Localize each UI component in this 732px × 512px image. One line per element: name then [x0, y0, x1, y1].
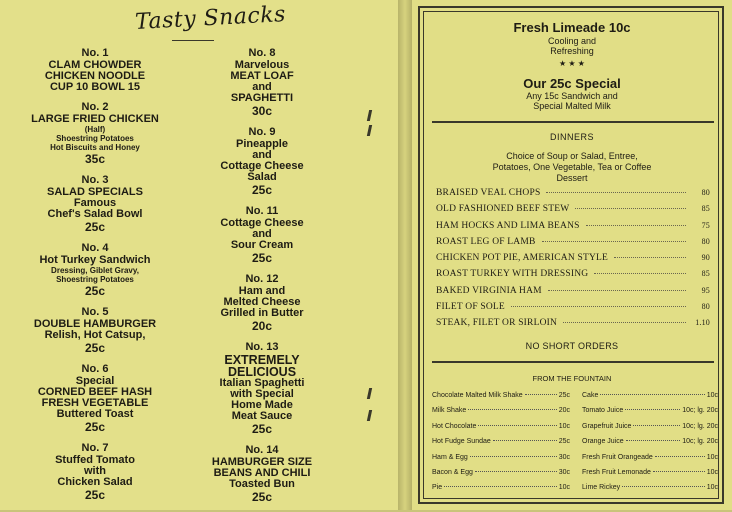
fountain-item-name: Hot Chocolate: [432, 422, 477, 430]
dinner-name: BAKED VIRGINIA HAM: [436, 285, 542, 296]
item-price: 25c: [251, 422, 273, 436]
special-title: Our 25c Special: [523, 76, 621, 91]
dot-leader: [468, 409, 556, 410]
margin-mark: [367, 110, 372, 121]
item-number: No. 9: [248, 126, 276, 138]
fountain-row: [432, 454, 570, 469]
dinner-name: BRAISED VEAL CHOPS: [436, 188, 541, 198]
dinner-price: 80: [701, 302, 710, 312]
dot-leader: [563, 322, 686, 323]
dot-leader: [633, 425, 680, 426]
fountain-row: [432, 392, 570, 407]
item-description: Home Made: [231, 399, 293, 411]
dot-leader: [653, 471, 705, 472]
dinners-list: [436, 188, 710, 335]
limeade-line: Refreshing: [550, 46, 594, 56]
item-price: 25c: [251, 251, 273, 265]
fountain-item-name: Pie: [432, 484, 443, 492]
menu-column-2: [206, 47, 318, 512]
divider: [432, 121, 714, 123]
item-description: Grilled in Butter: [220, 307, 304, 319]
dinner-row: [436, 188, 710, 204]
fountain-row: [432, 469, 570, 484]
item-description: Italian Spaghetti: [219, 377, 305, 389]
item-price: 30c: [251, 104, 273, 118]
item-description: with: [84, 465, 106, 477]
dot-leader: [444, 486, 557, 487]
item-description: SPAGHETTI: [230, 92, 294, 104]
fountain-row: [582, 469, 718, 484]
dot-leader: [614, 257, 686, 258]
item-description: Relish, Hot Catsup,: [44, 329, 146, 341]
fountain-row: [582, 392, 718, 407]
item-price: 25c: [84, 488, 106, 502]
item-description: Ham and: [238, 285, 286, 297]
item-number: No. 11: [245, 205, 279, 217]
menu-item: [20, 47, 170, 93]
fountain-item-price: 30c: [558, 468, 570, 476]
item-description: Hot Biscuits and Honey: [50, 143, 140, 152]
menu-item: [206, 47, 318, 118]
menu-item: [206, 444, 318, 504]
fountain-row: [582, 454, 718, 469]
dinner-row: [436, 269, 710, 285]
dinner-price: 90: [701, 253, 710, 263]
dinner-name: FILET OF SOLE: [436, 302, 505, 313]
dinner-price: 85: [701, 269, 710, 279]
menu-item: [20, 363, 170, 434]
dinner-name: OLD FASHIONED BEEF STEW: [436, 204, 570, 215]
item-description: CHICKEN NOODLE: [44, 70, 146, 82]
item-description: (Half): [84, 125, 106, 134]
dot-leader: [626, 440, 681, 441]
item-description: Special: [75, 375, 115, 387]
item-price: 25c: [251, 490, 273, 504]
dinners-description: Potatoes, One Vegetable, Tea or Coffee: [492, 162, 652, 172]
item-number: No. 8: [248, 47, 276, 59]
dot-leader: [586, 225, 686, 226]
dot-leader: [622, 486, 705, 487]
fountain-item-name: Cake: [582, 392, 599, 399]
fountain-list-left: [432, 392, 570, 500]
item-description: Hot Turkey Sandwich: [39, 254, 151, 266]
dinner-price: 80: [701, 236, 710, 246]
dinner-price: 1.10: [695, 318, 710, 328]
item-description: MEAT LOAF: [230, 70, 294, 82]
item-description: HAMBURGER SIZE: [211, 456, 313, 468]
item-description: EXTREMELY: [224, 353, 300, 367]
fountain-item-name: Orange Juice: [582, 438, 624, 446]
dinners-description: Choice of Soup or Salad, Entree,: [506, 151, 638, 161]
item-number: No. 6: [81, 363, 109, 375]
fountain-item-price: 25c: [558, 392, 570, 399]
margin-mark: [367, 410, 372, 421]
dot-leader: [594, 273, 686, 274]
dot-leader: [511, 306, 686, 307]
item-description: Famous: [73, 197, 117, 209]
page-title: Tasty Snacks: [134, 2, 287, 35]
fountain-item-name: Lime Rickey: [582, 484, 621, 492]
fountain-item-name: Ham & Egg: [432, 453, 468, 461]
fountain-row: [582, 484, 718, 499]
item-number: No. 5: [81, 306, 109, 318]
item-description: Sour Cream: [230, 239, 294, 251]
item-description: DOUBLE HAMBURGER: [33, 318, 157, 330]
limeade-title: Fresh Limeade 10c: [513, 20, 631, 35]
fountain-item-price: 10c: [706, 453, 718, 461]
dot-leader: [475, 471, 557, 472]
dinners-description: Dessert: [556, 173, 588, 183]
dinner-price: 80: [701, 188, 710, 197]
special-line: Any 15c Sandwich and: [526, 91, 618, 101]
item-description: Cottage Cheese: [220, 217, 304, 229]
menu-item: [206, 205, 318, 265]
dot-leader: [525, 394, 557, 395]
menu-item: [206, 126, 318, 197]
fountain-item-price: 10c: [706, 468, 718, 476]
item-description: Salad: [247, 171, 277, 183]
star-divider: ★ ★ ★: [559, 59, 585, 68]
menu-item: [20, 242, 170, 298]
item-description: DELICIOUS: [227, 365, 297, 379]
dinner-row: [436, 204, 710, 220]
dinner-price: 85: [701, 204, 710, 214]
dot-leader: [575, 208, 686, 209]
item-description: CORNED BEEF HASH: [37, 386, 153, 398]
item-description: CUP 10 BOWL 15: [49, 81, 141, 93]
dot-leader: [478, 425, 556, 426]
item-number: No. 13: [245, 341, 279, 353]
fountain-list-right: [582, 392, 718, 500]
item-description: and: [252, 228, 272, 240]
menu-item: [206, 273, 318, 333]
fountain-item-price: 10c: [706, 484, 718, 492]
fountain-item-price: 30c: [558, 453, 570, 461]
item-price: 20c: [251, 319, 273, 333]
item-description: Shoestring Potatoes: [56, 275, 134, 284]
item-number: No. 7: [81, 442, 109, 454]
title-underline: [172, 40, 214, 41]
fountain-item-name: Tomato Juice: [582, 407, 624, 415]
fountain-item-name: Bacon & Egg: [432, 468, 473, 476]
item-price: 25c: [251, 183, 273, 197]
item-description: Cottage Cheese: [220, 160, 304, 172]
fountain-row: [432, 484, 570, 499]
item-description: Toasted Bun: [229, 478, 295, 490]
dinner-row: [436, 221, 710, 237]
menu-item: [20, 101, 170, 166]
item-description: BEANS AND CHILI: [213, 467, 311, 479]
dinner-name: CHICKEN POT PIE, AMERICAN STYLE: [436, 253, 609, 264]
item-price: 25c: [84, 341, 106, 355]
dinners-heading: DINNERS: [549, 132, 594, 142]
divider: [432, 361, 714, 363]
dot-leader: [493, 440, 557, 441]
item-description: Marvelous: [234, 59, 290, 71]
dot-leader: [600, 394, 704, 395]
fountain-row: [582, 423, 718, 438]
fountain-item-price: 25c: [558, 438, 570, 446]
fountain-heading: FROM THE FOUNTAIN: [532, 374, 612, 383]
item-number: No. 4: [81, 242, 109, 254]
menu-item: [20, 174, 170, 234]
menu-item: [20, 442, 170, 502]
dinner-name: ROAST TURKEY WITH DRESSING: [436, 269, 589, 280]
item-description: and: [252, 81, 272, 93]
margin-mark: [367, 388, 372, 399]
fountain-item-name: Fresh Fruit Lemonade: [582, 468, 651, 476]
no-short-orders-note: NO SHORT ORDERS: [525, 341, 619, 351]
item-description: CLAM CHOWDER: [48, 59, 142, 71]
fountain-item-price: 10c; lg. 20c: [682, 422, 718, 430]
menu-item: [206, 341, 318, 436]
menu-column-1: [20, 47, 170, 510]
item-number: No. 14: [245, 444, 279, 456]
item-description: Melted Cheese: [223, 296, 301, 308]
item-price: 25c: [84, 420, 106, 434]
fountain-item-name: Chocolate Malted Milk Shake: [432, 392, 523, 399]
dinner-name: HAM HOCKS AND LIMA BEANS: [436, 220, 580, 231]
item-number: No. 2: [81, 101, 109, 113]
dinner-row: [436, 318, 710, 334]
fountain-row: [432, 438, 570, 453]
item-description: and: [252, 149, 272, 161]
special-line: Special Malted Milk: [533, 101, 611, 111]
dinner-name: ROAST LEG OF LAMB: [436, 236, 536, 247]
fountain-item-price: 10c: [558, 422, 570, 430]
item-description: Chef's Salad Bowl: [47, 208, 143, 220]
fountain-item-name: Milk Shake: [432, 407, 467, 415]
item-description: LARGE FRIED CHICKEN: [31, 113, 159, 125]
dinner-row: [436, 286, 710, 302]
fountain-item-name: Grapefruit Juice: [582, 422, 632, 430]
item-description: Meat Sauce: [231, 410, 293, 422]
fountain-row: [432, 407, 570, 422]
dot-leader: [548, 290, 686, 291]
item-description: Buttered Toast: [56, 408, 134, 420]
item-description: with Special: [230, 388, 294, 400]
fountain-item-price: 10c; lg. 20c: [682, 407, 718, 415]
fountain-item-name: Hot Fudge Sundae: [432, 438, 491, 446]
item-description: FRESH VEGETABLE: [41, 397, 149, 409]
fountain-row: [432, 423, 570, 438]
right-page: [412, 0, 732, 510]
fountain-item-price: 10c: [558, 484, 570, 492]
item-price: 25c: [84, 284, 106, 298]
dinner-row: [436, 237, 710, 253]
dinner-name: STEAK, FILET OR SIRLOIN: [436, 318, 558, 329]
fountain-row: [582, 438, 718, 453]
fountain-item-name: Fresh Fruit Orangeade: [582, 453, 653, 461]
item-price: 25c: [84, 220, 106, 234]
item-description: Dressing, Giblet Gravy,: [51, 266, 139, 275]
dinner-price: 75: [701, 220, 710, 230]
dinner-row: [436, 253, 710, 269]
dot-leader: [625, 409, 680, 410]
item-description: SALAD SPECIALS: [47, 186, 143, 198]
item-description: Chicken Salad: [57, 476, 133, 488]
margin-mark: [367, 125, 372, 136]
page-gutter: [398, 0, 412, 510]
item-number: No. 12: [245, 273, 279, 285]
dot-leader: [546, 192, 686, 193]
fountain-item-price: 20c: [558, 407, 570, 415]
dinner-price: 95: [701, 285, 710, 295]
item-number: No. 3: [81, 174, 109, 186]
fountain-item-price: 10c; lg. 20c: [682, 438, 718, 446]
dot-leader: [470, 456, 557, 457]
item-description: Shoestring Potatoes: [56, 134, 134, 143]
limeade-line: Cooling and: [547, 36, 597, 46]
fountain-item-price: 10c: [706, 392, 718, 399]
item-price: 35c: [84, 152, 106, 166]
item-number: No. 1: [81, 47, 109, 59]
fountain-row: [582, 407, 718, 422]
item-description: Pineapple: [236, 138, 288, 150]
dot-leader: [542, 241, 686, 242]
dot-leader: [655, 456, 705, 457]
item-description: Stuffed Tomato: [55, 454, 135, 466]
menu-item: [20, 306, 170, 355]
dinner-row: [436, 302, 710, 318]
